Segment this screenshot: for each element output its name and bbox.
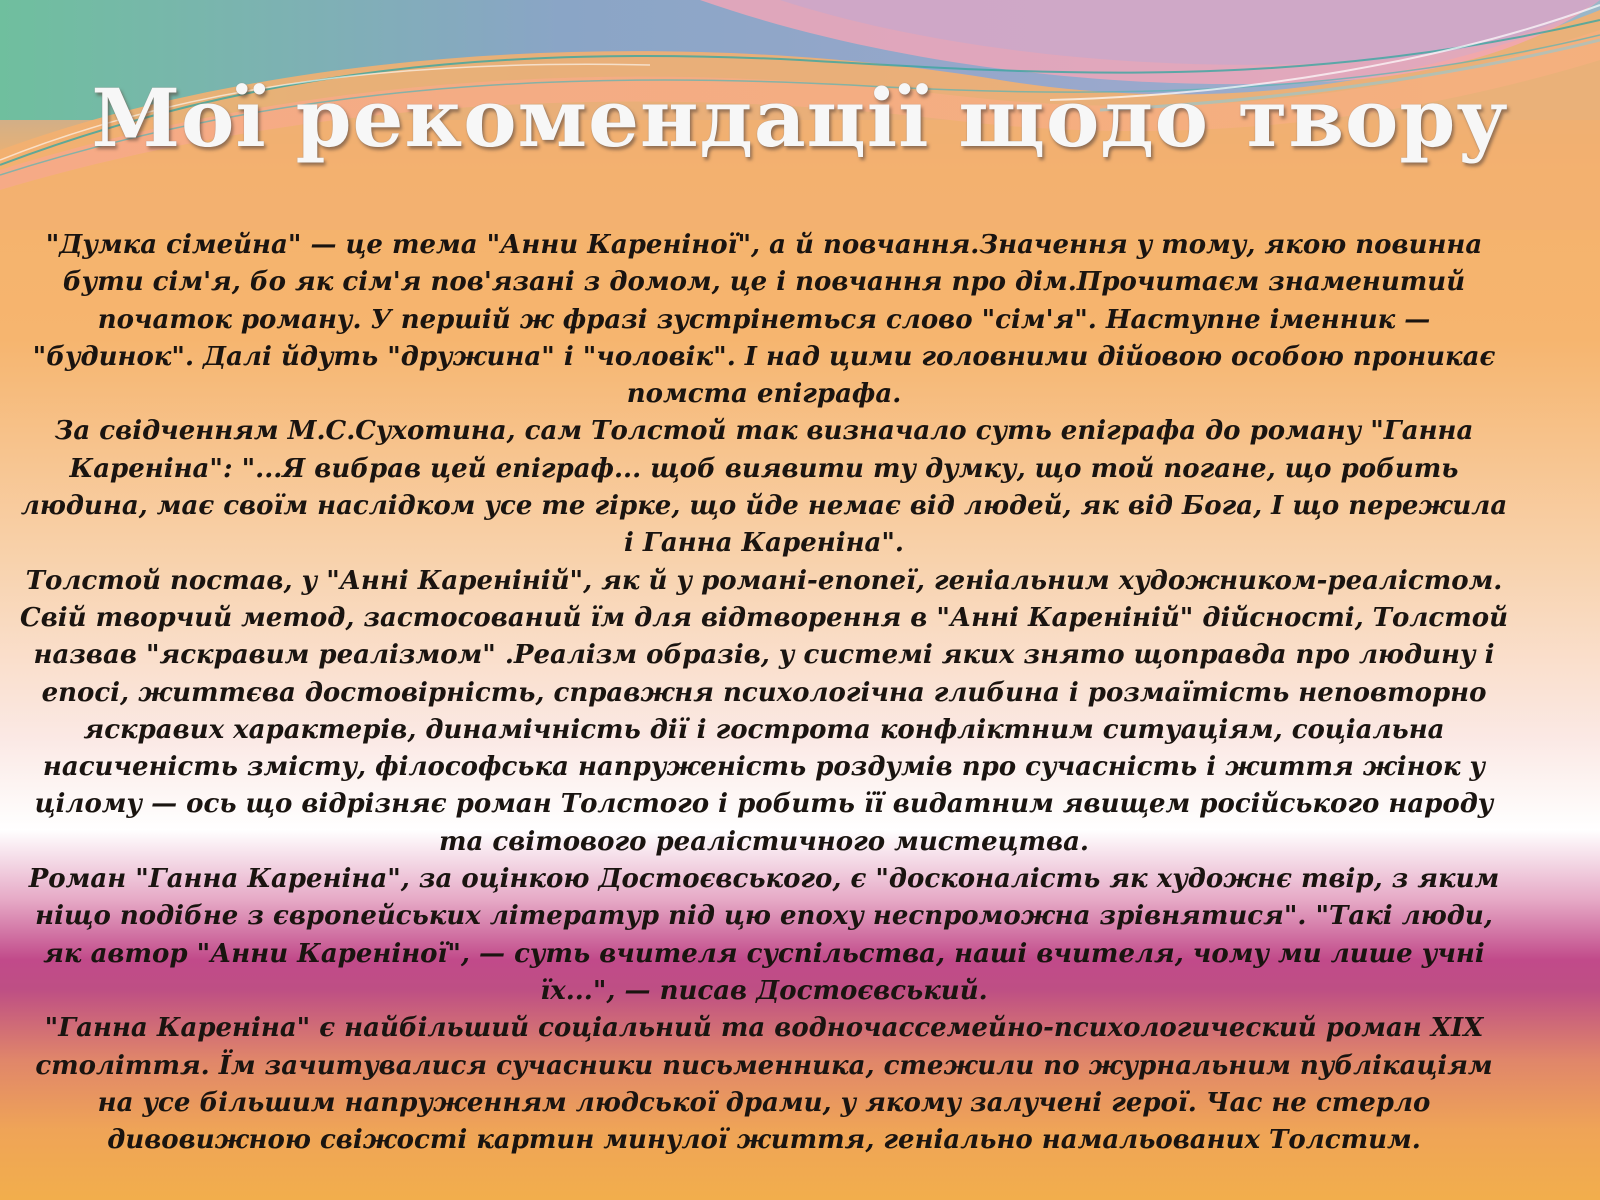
paragraph-epigraph: За свідченням М.С.Сухотина, сам Толстой так визначало суть епіграфа до роману "Ганна Кареніна": "...Я вибрав цей епіграф... щоб виявити ту думку, що той погане, що робить людина, має своїм наслідком усе те гірке, що йде немає від людей, як від Бога, І що пережила і Ганна Кареніна". bbox=[20, 416, 1508, 559]
paragraph-dostoevsky: Роман "Ганна Кареніна", за оцінкою Достоєвського, є "досконалість як художнє твір, з яким ніщо подібне з європейських літератур під цю епоху неспроможна зрівнятися". "Такі люди, як автор "Анни Кареніної", — суть вчителя суспільства, наші вчителя, чому ми лише учні їх...", — писав Достоєвський. bbox=[28, 864, 1500, 1006]
slide-title: Мої рекомендації щодо твору bbox=[91, 71, 1509, 165]
slide-body-text bbox=[14, 227, 1514, 1159]
paragraph-significance: "Ганна Кареніна" є найбільший соціальний та водночассемейно-психологический роман XIX століття. Їм зачитувалися сучасники письменника, стежили по журнальним публікаціям на усе більшим напруженням людської драми, у якому залучені герої. Час не стерло дивовижною свіжості картин минулої життя, геніально намальованих Толстим. bbox=[35, 1013, 1493, 1156]
paragraph-family-theme: "Думка сімейна" — це тема "Анни Кареніної", а й повчання.Значення у тому, якою повинна бути сім'я, бо як сім'я пов'язані з домом, це і повчання про дім.Прочитаєм знаменитий початок роману. У першій ж фразі зустрінеться слово "сім'я". Наступне іменник — "будинок". Далі йдуть "дружина" і "чоловік". І над цими головними дійовою особою проникає помста епіграфа. bbox=[32, 230, 1496, 410]
paragraph-realism: Толстой постав, у "Анні Кареніній", як й у романі-епопеї, геніальним художником-реалістом. Свій творчий метод, застосований їм для відтворення в "Анні Кареніній" дійсності, Толстой назвав "яскравим реалізмом" .Реалізм образів, у системі яких знято щоправда про людину і епосі, життєва достовірність, справжня психологічна глибина і розмаїтість неповторно яскравих характерів, динамічність дії і гострота конфліктним ситуаціям, соціальна насиченість змісту, філософська напруженість роздумів про сучасність і життя жінок у цілому — ось що відрізняє роман Толстого і робить її видатним явищем російського народу та світового реалістичного мистецтва. bbox=[20, 565, 1508, 857]
